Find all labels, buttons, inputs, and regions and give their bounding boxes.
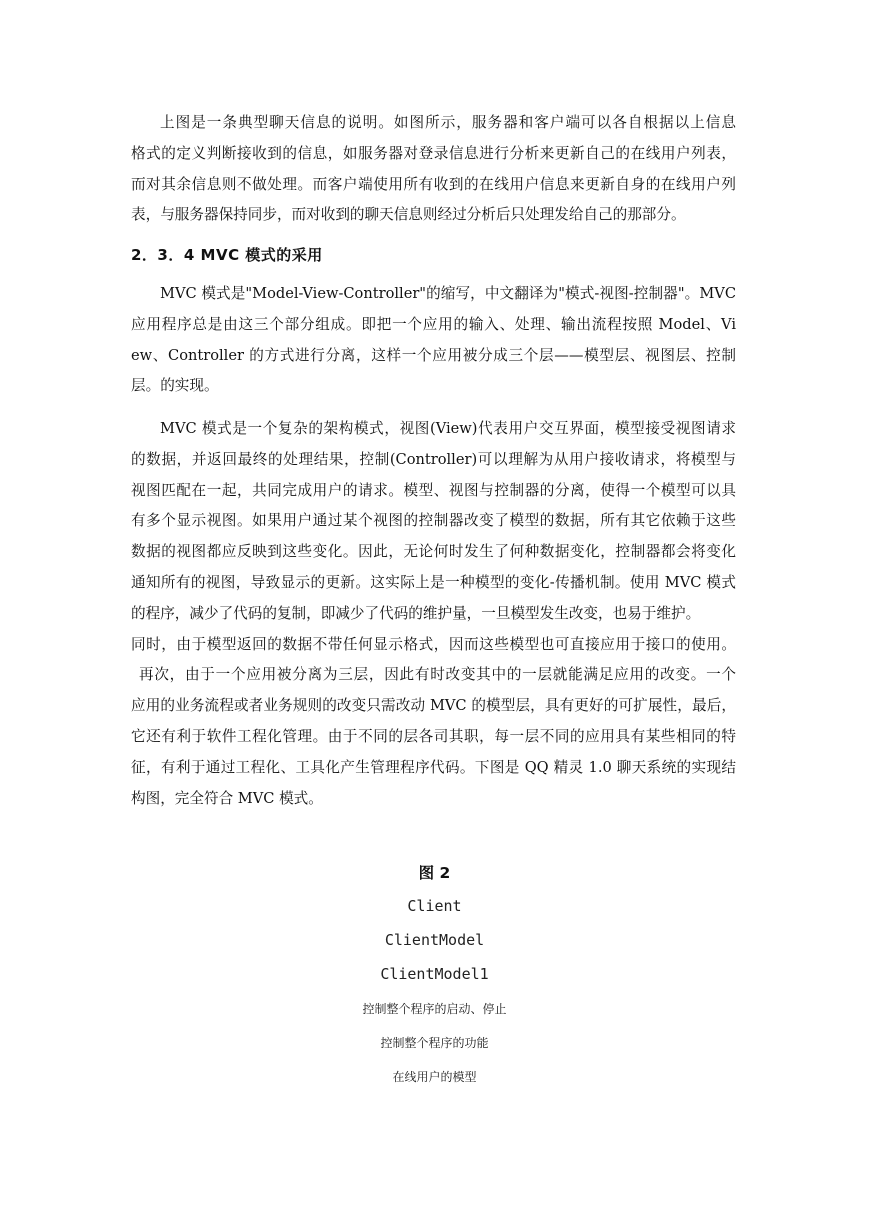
figure-item-clientmodel: ClientModel [384, 931, 485, 949]
figure-note-online-users: 在线用户的模型 [392, 1070, 477, 1084]
text-line: 的数据，并返回最终的处理结果，控制(Controller)可以理解为从用户接收请求，将模型与 [131, 450, 736, 468]
text-line: 表，与服务器保持同步，而对收到的聊天信息则经过分析后只处理发给自己的那部分。 [131, 206, 686, 224]
text-line: 同时，由于模型返回的数据不带任何显示格式，因而这些模型也可直接应用于接口的使用。 [131, 635, 736, 653]
text-line: 数据的视图都应反映到这些变化。因此，无论何时发生了何种数据变化，控制器都会将变化 [131, 543, 736, 561]
text-line: 应用的业务流程或者业务规则的改变只需改动 MVC 的模型层，具有更好的可扩展性，最后， [131, 697, 736, 715]
text-line: MVC 模式是一个复杂的架构模式，视图(View)代表用户交互界面，模型接受视图请求 [160, 420, 736, 437]
figure-title: 图 2 [418, 864, 451, 882]
text-line: MVC 模式是"Model-View-Controller"的缩写，中文翻译为"模式-视图-控制器"。MVC [160, 285, 736, 302]
text-line: 而对其余信息则不做处理。而客户端使用所有收到的在线用户信息来更新自身的在线用户列 [131, 175, 736, 193]
text-line: 征，有利于通过工程化、工具化产生管理程序代码。下图是 QQ 精灵 1.0 聊天系统的实现结 [131, 758, 736, 776]
text-line: 应用程序总是由这三个部分组成。即把一个应用的输入、处理、输出流程按照 Model、Vi [131, 315, 736, 333]
text-line: 构图，完全符合 MVC 模式。 [131, 789, 323, 807]
text-line: 有多个显示视图。如果用户通过某个视图的控制器改变了模型的数据，所有其它依赖于这些 [131, 512, 736, 530]
section-heading: 2．3．4 MVC 模式的采用 [131, 246, 323, 264]
text-line: 通知所有的视图，导致显示的更新。这实际上是一种模型的变化-传播机制。使用 MVC 模式 [131, 573, 736, 591]
text-line: 格式的定义判断接收到的信息，如服务器对登录信息进行分析来更新自己的在线用户列表， [131, 144, 736, 162]
figure-note-start-stop: 控制整个程序的启动、停止 [362, 1002, 507, 1016]
figure-item-client: Client [407, 897, 462, 915]
figure-note-functions: 控制整个程序的功能 [380, 1036, 489, 1050]
paragraph-chat-message [131, 108, 736, 231]
text-line: 再次，由于一个应用被分离为三层，因此有时改变其中的一层就能满足应用的改变。一个 [139, 666, 736, 684]
text-line: ew、Controller 的方式进行分离，这样一个应用被分成三个层——模型层、视图层、控制 [131, 346, 736, 364]
figure-item-clientmodel1: ClientModel1 [380, 965, 489, 983]
text-line: 的程序，减少了代码的复制，即减少了代码的维护量，一旦模型发生改变，也易于维护。 [131, 604, 701, 622]
text-line: 层。的实现。 [131, 377, 219, 395]
paragraph-mvc-details [131, 414, 736, 814]
text-line: 它还有利于软件工程化管理。由于不同的层各司其职，每一层不同的应用具有某些相同的特 [131, 727, 736, 745]
text-line: 视图匹配在一起，共同完成用户的请求。模型、视图与控制器的分离，使得一个模型可以具 [131, 481, 736, 499]
text-line: 上图是一条典型聊天信息的说明。如图所示，服务器和客户端可以各自根据以上信息 [160, 114, 736, 131]
paragraph-mvc-definition [131, 279, 736, 402]
